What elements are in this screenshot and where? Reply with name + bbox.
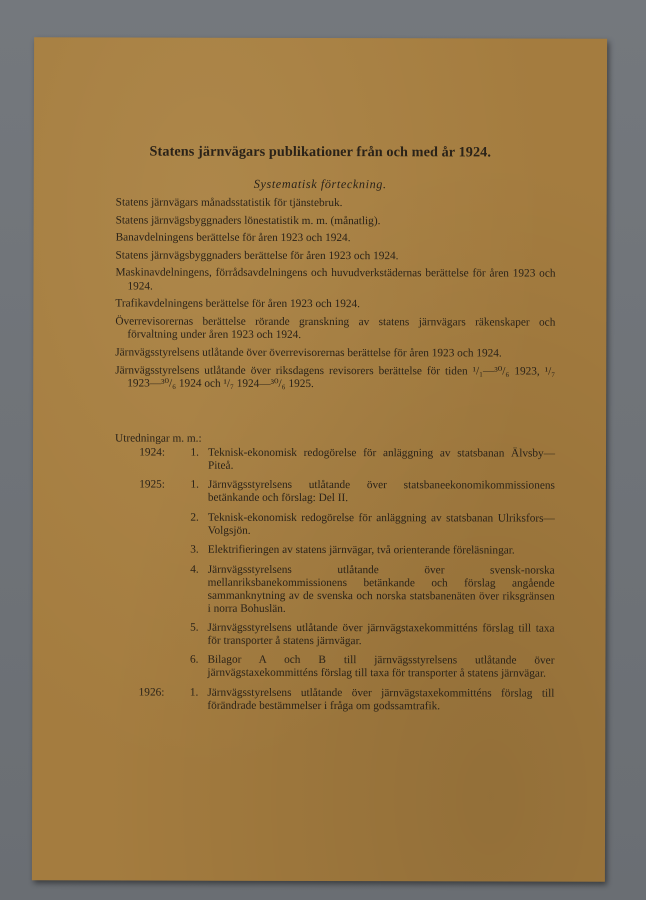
publication-item: Statens järnvägars månadsstatistik för tjänstebruk. — [115, 196, 343, 210]
utredning-year: 1924: — [139, 446, 166, 459]
utredning-number: 3. — [190, 543, 199, 556]
utredning-item — [115, 446, 555, 473]
utredning-text: Teknisk-ekonomisk redogörelse för anläggning av statsbanan Ulriksfors—Volgsjön. — [207, 511, 555, 537]
page-title: Statens järnvägars publikationer från och med år 1924. — [149, 143, 492, 161]
utredning-number: 1. — [189, 686, 199, 699]
utredning-number: 6. — [189, 654, 199, 667]
publication-item: Banavdelningens berättelse för åren 1923 och 1924. — [115, 231, 351, 245]
utredning-item — [115, 479, 555, 506]
utredning-text: Järnvägsstyrelsens utlåtande över statsbaneekonomikommissionens betänkande och förslag: Del II. — [207, 479, 555, 505]
utredningar-list — [114, 446, 555, 719]
utredning-number: 1. — [190, 446, 200, 459]
utredning-text: Bilagor A och B till järnvägsstyrelsens utlåtande över järnvägstaxekommitténs förslag till taxa för transporter å statens järnvägar. — [207, 654, 555, 680]
publication-item: Statens järnvägsbyggnaders berättelse för åren 1923 och 1924. — [115, 249, 399, 262]
utredning-item — [115, 544, 555, 558]
publication-item: Överrevisorernas berättelse rörande granskning av statens järnvägars räkenskaper och förvaltning under åren 1923 och 1924. — [115, 315, 556, 342]
utredning-text: Teknisk-ekonomisk redogörelse för anläggning av statsbanan Älvsby—Piteå. — [207, 446, 556, 472]
utredning-number: 4. — [190, 563, 199, 576]
utredning-text: Järnvägsstyrelsens utlåtande över järnvägstaxekommitténs förslag till taxa för transporter å statens järnvägar. — [207, 621, 555, 648]
utredning-number: 1. — [190, 479, 199, 492]
document-cover — [32, 37, 607, 881]
publication-item: Järnvägsstyrelsens utlåtande över överrevisorernas berättelse för åren 1923 och 1924. — [115, 346, 502, 360]
utredning-text: Elektrifieringen av statens järnvägar, två orienterande föreläsningar. — [207, 543, 515, 557]
utredning-item — [115, 511, 555, 538]
utredning-text: Järnvägsstyrelsens utlåtande över järnvägstaxekommitténs förslag till förändrade bestämmelser i fråga om godssamtrafik. — [207, 686, 555, 713]
publication-item: Järnvägsstyrelsens utlåtande över riksdagens revisorers berättelse för tiden ¹/₁—³⁰/₆ 1923, ¹/₇ 1923—³⁰/₆ 1924 och ¹/₇ 1924—³⁰/₆ 1925. — [115, 364, 556, 390]
publication-item: Trafikavdelningens berättelse för åren 1923 och 1924. — [115, 297, 361, 311]
utredningar-heading: Utredningar m. m.: — [115, 432, 202, 445]
utredning-item — [114, 686, 554, 713]
utredning-year: 1926: — [138, 686, 165, 699]
publication-item: Maskinavdelningens, förrådsavdelningens och huvudverkstädernas berättelse för åren 1923 och 1924. — [115, 266, 556, 293]
page-subtitle: Systematisk förteckning. — [253, 176, 387, 192]
utredning-item — [115, 563, 555, 616]
utredning-year: 1925: — [139, 478, 165, 491]
utredning-text: Järnvägsstyrelsens utlåtande över svensk-norska mellanriksbanekommissionens betänkande och förslag angående sammanknytning av de svenska och norska statsbanenäten över riksgränsen i norra Bohuslän. — [207, 563, 555, 615]
utredning-item — [114, 654, 554, 681]
publication-list — [115, 196, 556, 396]
utredning-number: 2. — [190, 511, 199, 524]
page-text — [34, 37, 607, 713]
utredning-item — [115, 621, 555, 648]
utredning-number: 5. — [190, 621, 199, 634]
publication-item: Statens järnvägsbyggnaders lönestatistik m. m. (månatlig). — [115, 214, 381, 227]
